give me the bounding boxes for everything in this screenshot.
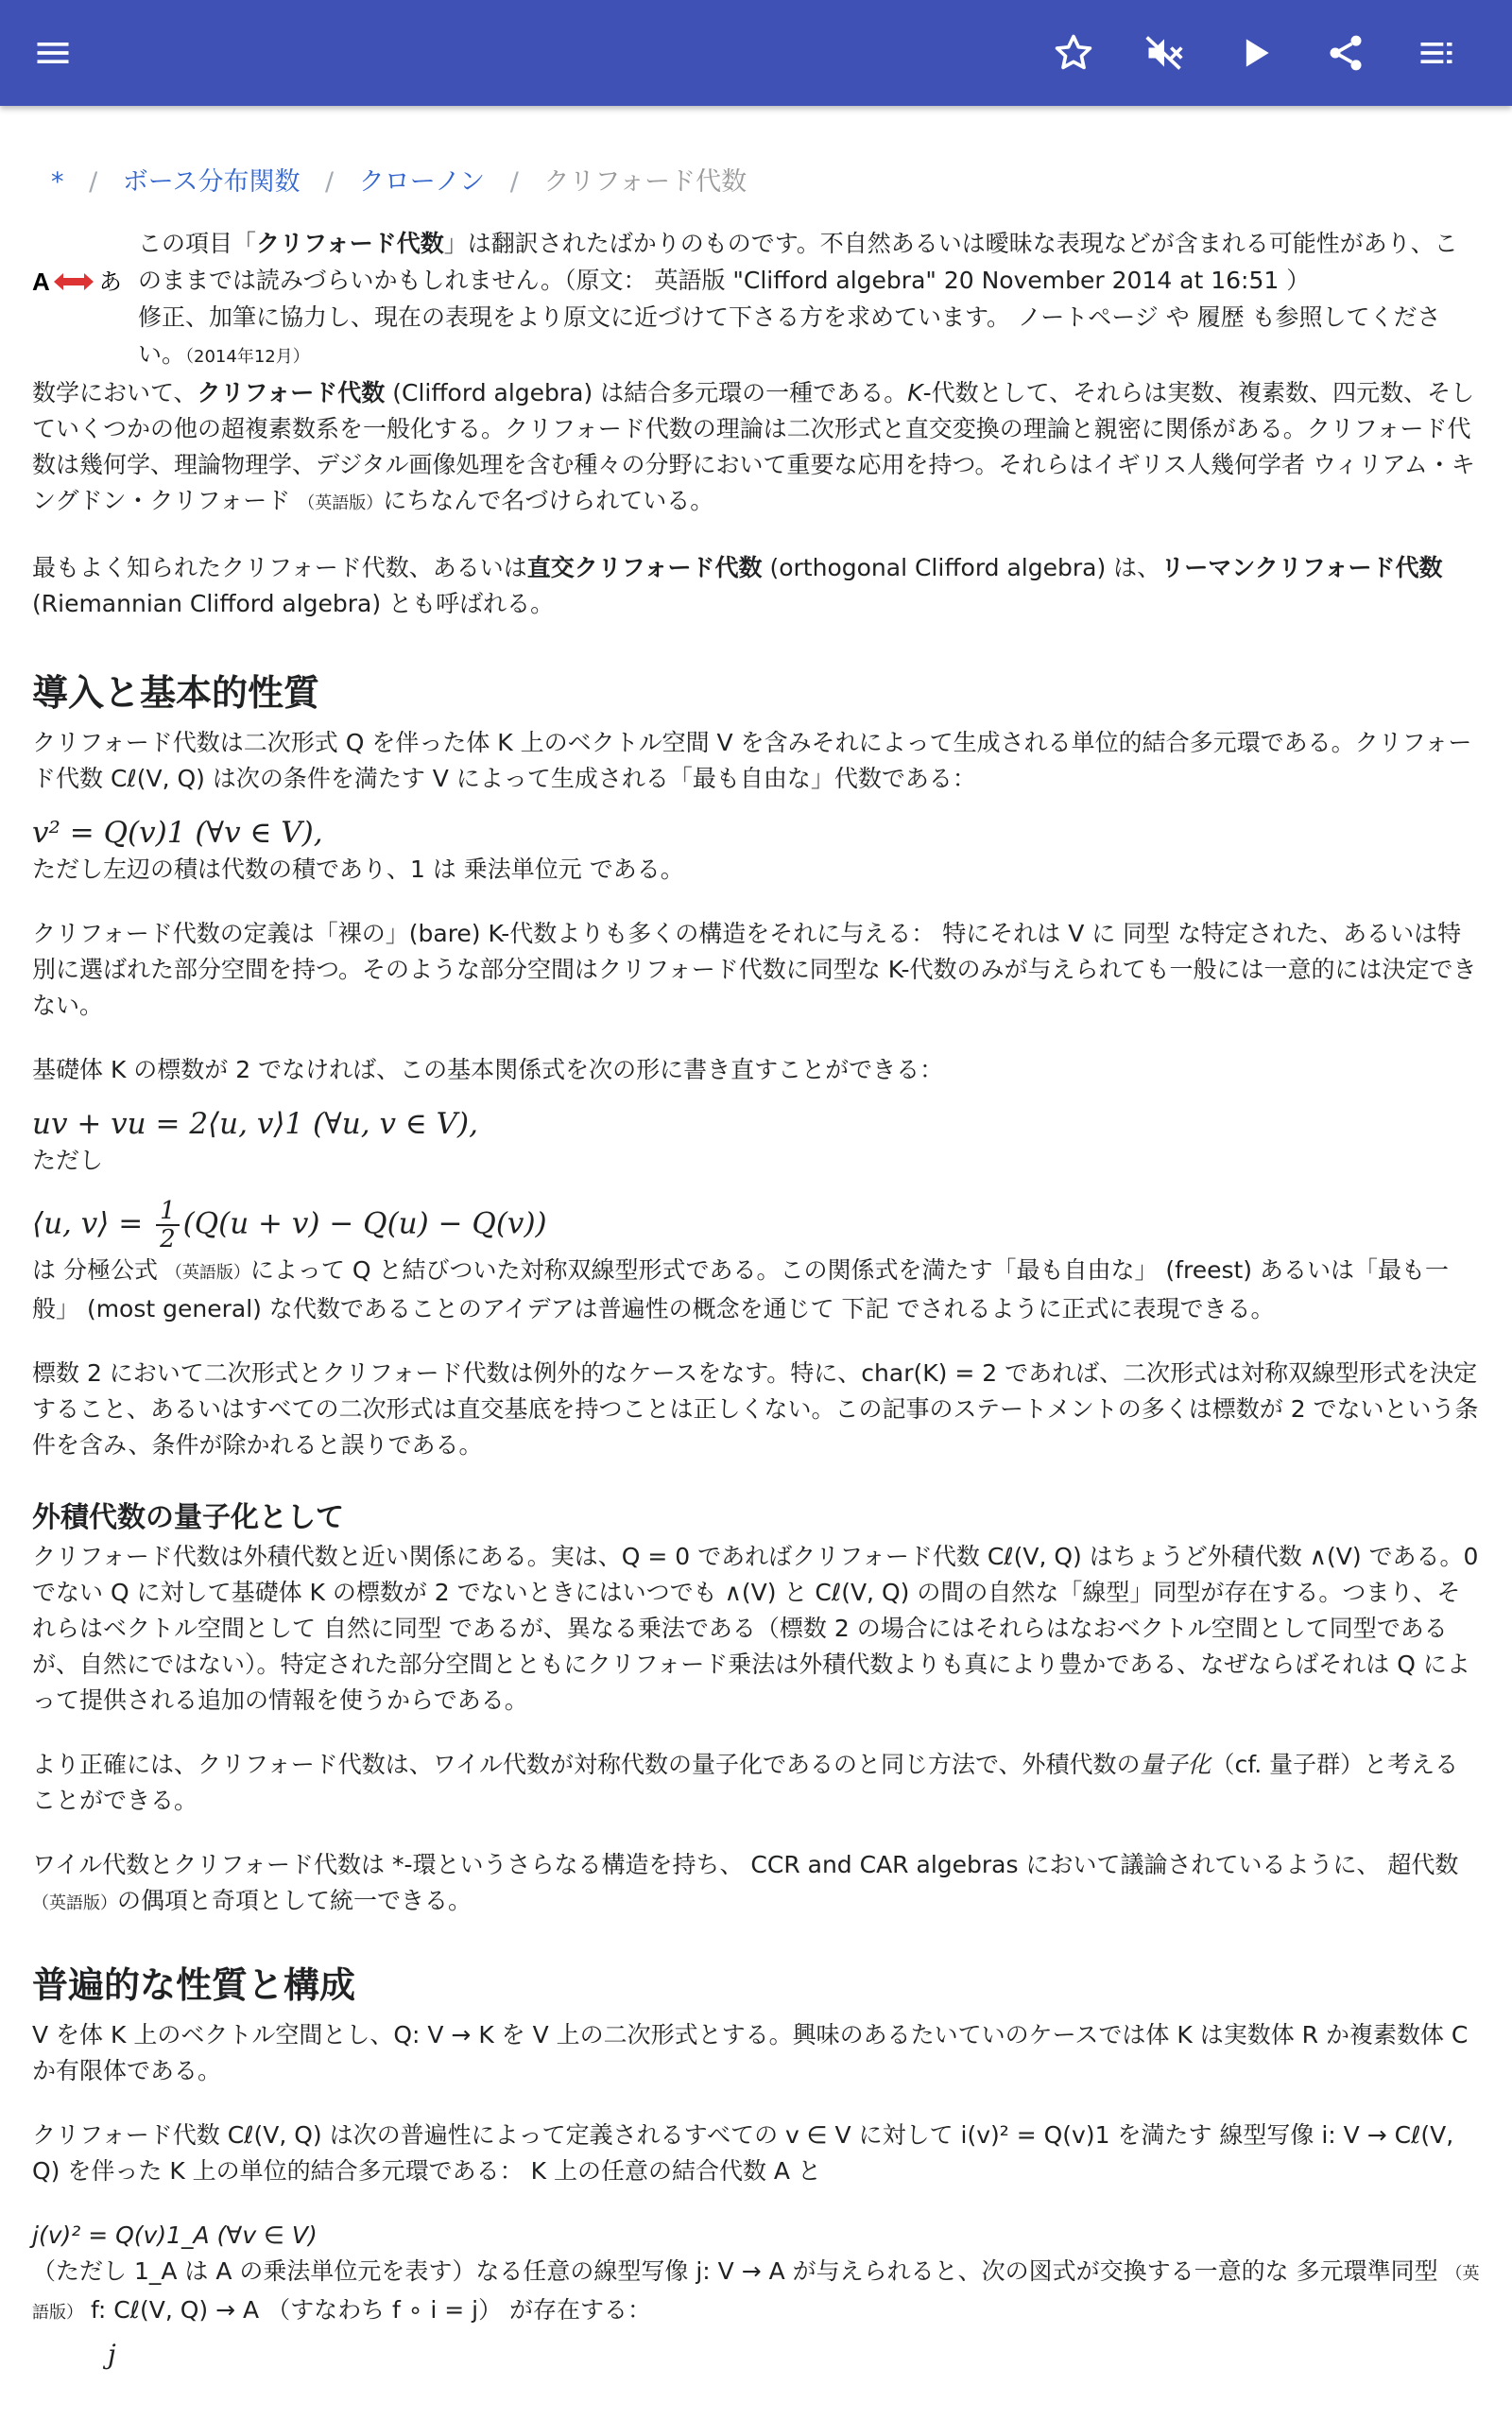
section-paragraph: クリフォード代数は外積代数と近い関係にある。実は、Q = 0 であればクリフォード代数 Cℓ(V, Q) はちょうど外積代数 ∧(V) である。0 でない Q に対して基礎体 K の標数が 2 でないときにはいつでも ∧(V) と Cℓ(V, Q) の間の自然な「線型」同型が存在する。つまり、それらはベクトル空間として 自然に同型 であるが、異なる乗法である（標数 2 の場合にはそれらはなおベクトル空間として同型であるが、自然にではない）。特定された部分空間とともにクリフォード乗法は外積代数よりも真により豊かである、なぜならばそれは Q によって提供される追加の情報を使うからである。: [32, 1543, 1479, 1714]
section-paragraph: （ただし 1_A は A の乗法単位元を表す）なる任意の線型写像 j: V → A が与えられると、次の図式が交換する一意的な 多元環準同型 （英語版） f: Cℓ(V, Q) → A （すなわち f ∘ i = j） が存在する：: [32, 2257, 1480, 2324]
star-outline-icon[interactable]: [1047, 26, 1100, 79]
formula: j(v)² = Q(v)1_A (∀v ∈ V): [32, 2221, 318, 2249]
breadcrumb-home[interactable]: *: [51, 167, 64, 197]
section-paragraph: より正確には、クリフォード代数は、ワイル代数が対称代数の量子化であるのと同じ方法で、外積代数の量子化（cf. 量子群）と考えることができる。: [32, 1751, 1459, 1814]
breadcrumb-item-bose[interactable]: ボース分布関数: [122, 167, 301, 197]
breadcrumb-separator: /: [509, 167, 519, 197]
play-icon[interactable]: [1228, 26, 1281, 79]
section-heading: 普遍的な性質と構成: [32, 1964, 356, 2006]
article-content: [32, 161, 1480, 2370]
section-paragraph: クリフォード代数 Cℓ(V, Q) は次の普遍性によって定義されるすべての v ∈ V に対して i(v)² = Q(v)1 を満たす 線型写像 i: V → Cℓ(V, Q) を伴った K 上の単位的結合多元環である： K 上の任意の結合代数 A と: [32, 2121, 1454, 2185]
translate-icon: A あ: [32, 267, 122, 296]
translation-notice: [32, 225, 1480, 375]
section-paragraph: V を体 K 上のベクトル空間とし、Q: V → K を V 上の二次形式とする。興味のあるたいていのケースでは体 K は実数体 R か複素数体 C か有限体である。: [32, 2021, 1469, 2084]
breadcrumb-separator: /: [89, 167, 98, 197]
section-paragraph: 基礎体 K の標数が 2 でなければ、この基本関係式を次の形に書き直すことができる：: [32, 1056, 944, 1083]
breadcrumb: [32, 161, 1480, 214]
section-paragraph: ワイル代数とクリフォード代数は *-環というさらなる構造を持ち、 CCR and CAR algebras において議論されているように、 超代数 （英語版）の偶項と奇項として統一できる。: [32, 1851, 1459, 1914]
share-icon[interactable]: [1319, 26, 1372, 79]
breadcrumb-item-chronon[interactable]: クローノン: [358, 167, 486, 197]
fraction: $\frac{1}{2}$: [156, 1198, 180, 1253]
section-paragraph: ただし: [32, 1147, 104, 1174]
formula: v² = Q(v)1 (∀v ∈ V),: [32, 816, 323, 850]
diagram-label: j: [108, 2339, 116, 2370]
section-heading: 導入と基本的性質: [32, 672, 320, 714]
section-paragraph: 標数 2 において二次形式とクリフォード代数は例外的なケースをなす。特に、char(K) = 2 であれば、二次形式は対称双線型形式を決定すること、あるいはすべての二次形式は直交基底を持つことは正しくない。この記事のステートメントの多くは標数が 2 でないという条件を含み、条件が除かれると誤りである。: [32, 1359, 1479, 1459]
section-paragraph: クリフォード代数は二次形式 Q を伴った体 K 上のベクトル空間 V を含みそれによって生成される単位的結合多元環である。クリフォード代数 Cℓ(V, Q) は次の条件を満たす V によって生成される「最も自由な」代数である：: [32, 729, 1472, 792]
section-paragraph: は 分極公式 （英語版）によって Q と結びついた対称双線型形式である。この関係式を満たす「最も自由な」 (freest) あるいは「最も一般」 (most general) な代数であることのアイデアは普遍性の概念を通じて 下記 でされるように正式に表現できる。: [32, 1256, 1450, 1322]
subsection-heading: 外積代数の量子化として: [32, 1501, 344, 1534]
formula: ⟨u, v⟩ = $\frac{1}{2}$ (Q(u + v) − Q(u) − Q(v)): [32, 1197, 547, 1253]
breadcrumb-current: クリフォード代数: [543, 167, 747, 197]
menu-icon[interactable]: [26, 26, 79, 79]
app-bar: [0, 0, 1512, 106]
list-icon[interactable]: [1410, 26, 1463, 79]
section-paragraph: ただし左辺の積は代数の積であり、1 は 乗法単位元 である。: [32, 856, 684, 883]
intro-paragraph-2: 最もよく知られたクリフォード代数、あるいは直交クリフォード代数 (orthogonal Clifford algebra) は、リーマンクリフォード代数 (Riemannian Clifford algebra) とも呼ばれる。: [32, 554, 1443, 617]
volume-off-icon[interactable]: [1138, 26, 1191, 79]
section-paragraph: クリフォード代数の定義は「裸の」(bare) K-代数よりも多くの構造をそれに与える： 特にそれは V に 同型 な特定された、あるいは特別に選ばれた部分空間を持つ。そのような部分空間はクリフォード代数に同型な K-代数のみが与えられても一般には一意的には決定できない。: [32, 920, 1477, 1019]
double-arrow-icon: [54, 272, 94, 291]
formula: uv + vu = 2⟨u, v⟩1 (∀u, v ∈ V),: [32, 1107, 478, 1141]
breadcrumb-separator: /: [325, 167, 335, 197]
intro-paragraph: 数学において、クリフォード代数 (Clifford algebra) は結合多元環の一種である。K-代数として、それらは実数、複素数、四元数、そしていくつかの他の超複素数系を一般化する。クリフォード代数の理論は二次形式と直交変換の理論と親密に関係がある。クリフォード代数は幾何学、理論物理学、デジタル画像処理を含む種々の分野において重要な応用を持つ。それらはイギリス人幾何学者 ウィリアム・キングドン・クリフォード （英語版）にちなんで名づけられている。: [32, 379, 1475, 514]
notice-text: この項目「クリフォード代数」は翻訳されたばかりのものです。不自然あるいは曖昧な表現などが含まれる可能性があり、このままでは読みづらいかもしれません。（原文： 英語版 "Clifford algebra" 20 November 2014 at 16:51 ） 修正、加筆に協力し、現在の表現をより原文に近づけて下さる方を求めています。 ノートページ や 履歴 も参照してください。（2014年12月）: [138, 230, 1458, 368]
